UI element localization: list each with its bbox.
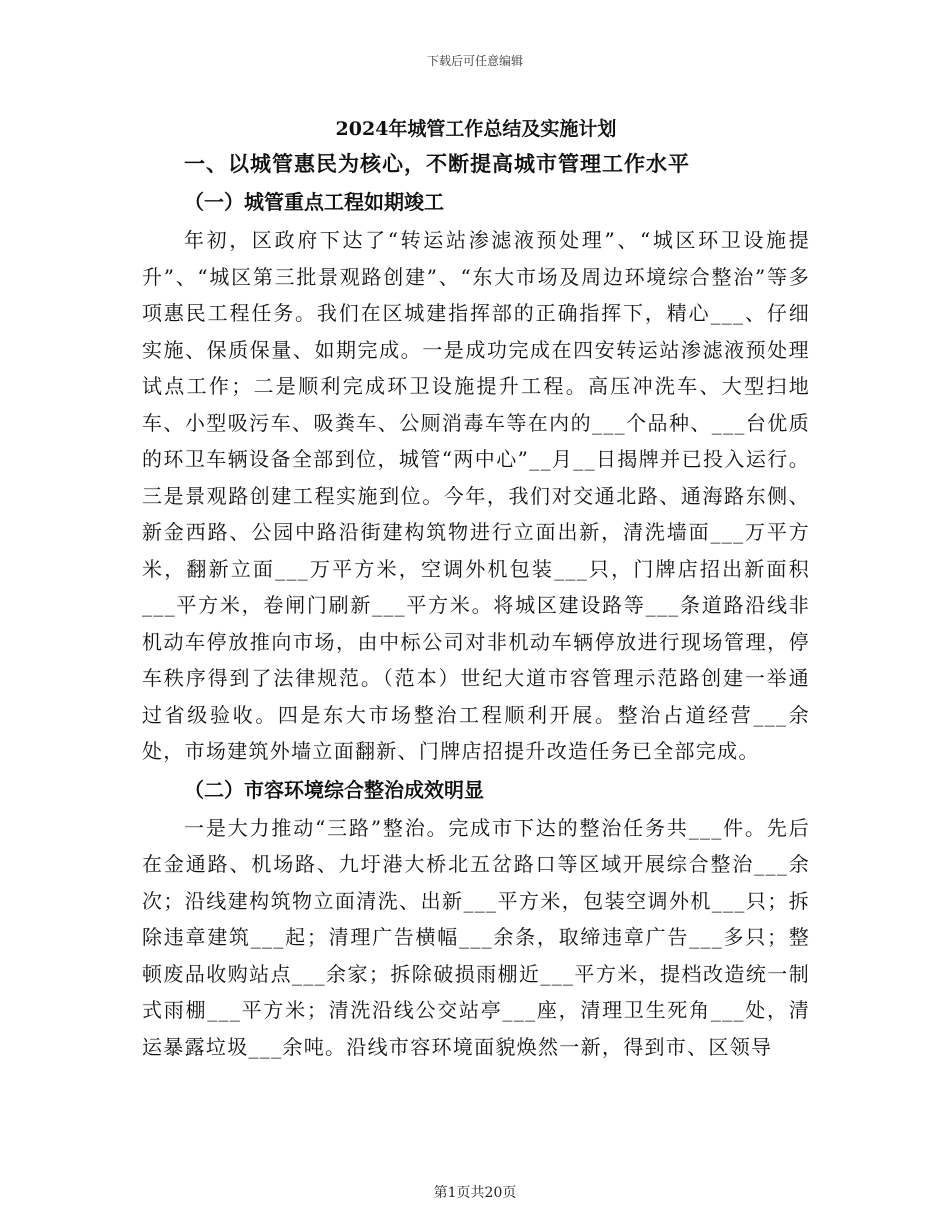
paragraph-2: 一是大力推动“三路”整治。完成市下达的整治任务共___件。先后在金通路、机场路、九圩港大桥北五岔路口等区域开展综合整治___余次；沿线建构筑物立面清洗、出新___平方米，包装空调外机___只；拆除违章建筑___起；清理广告横幅___余条，取缔违章广告___多只；整顿废品收购站点___余家；拆除破损雨棚近___平方米，提档改造统一制式雨棚___平方米；清洗沿线公交站亭___座，清理卫生死角___处，清运暴露垃圾___余吨。沿线市容环境面貌焕然一新，得到市、区领导 xyxy=(142,815,810,1059)
subsection-heading-1: （一）城管重点工程如期竣工 xyxy=(184,190,444,214)
section-heading: 一、以城管惠民为核心，不断提高城市管理工作水平 xyxy=(184,151,690,176)
page-footer: 第1页共20页 xyxy=(433,1185,517,1201)
document-body xyxy=(142,112,810,1065)
document-title: 2024年城管工作总结及实施计划 xyxy=(335,118,617,140)
paragraph-1: 年初，区政府下达了“转运站渗滤液预处理”、“城区环卫设施提升”、“城区第三批景观路创建”、“东大市场及周边环境综合整治”等多项惠民工程任务。我们在区城建指挥部的正确指挥下，精心___、仔细实施、保质保量、如期完成。一是成功完成在四安转运站渗滤液预处理试点工作；二是顺利完成环卫设施提升工程。高压冲洗车、大型扫地车、小型吸污车、吸粪车、公厕消毒车等在内的___个品种、___台优质的环卫车辆设备全部到位，城管“两中心”__月__日揭牌并已投入运行。三是景观路创建工程实施到位。今年，我们对交通北路、通海路东侧、新金西路、公园中路沿街建构筑物进行立面出新，清洗墙面___万平方米，翻新立面___万平方米，空调外机包装___只，门牌店招出新面积___平方米，卷闸门刷新___平方米。将城区建设路等___条道路沿线非机动车停放推向市场，由中标公司对非机动车辆停放进行现场管理，停车秩序得到了法律规范。（范本）世纪大道市容管理示范路创建一举通过省级验收。四是东大市场整治工程顺利开展。整治占道经营___余处，市场建筑外墙立面翻新、门牌店招提升改造任务已全部完成。 xyxy=(142,228,810,763)
subsection-heading-2: （二）市容环境综合整治成效明显 xyxy=(184,777,484,802)
page-header: 下载后可任意编辑 xyxy=(426,54,523,68)
